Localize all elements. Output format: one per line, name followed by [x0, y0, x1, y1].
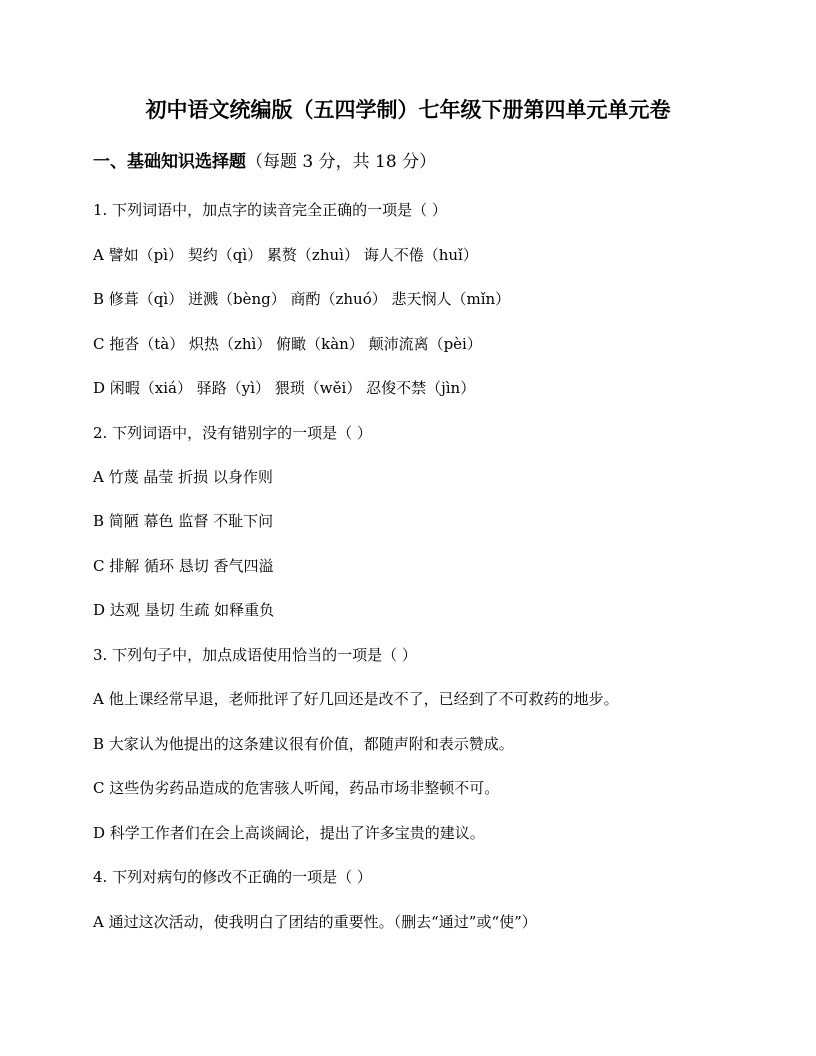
question-1-option-a: A 譬如（pì） 契约（qì） 累赘（zhuì） 诲人不倦（huǐ） [93, 246, 478, 264]
question-1: 1. 下列词语中，加点字的读音完全正确的一项是（ ） [93, 201, 447, 219]
section-heading-note: （每题 3 分，共 18 分） [246, 152, 437, 172]
document-title: 初中语文统编版（五四学制）七年级下册第四单元单元卷 [145, 97, 671, 122]
question-3-option-c: C 这些伪劣药品造成的危害骇人听闻，药品市场非整顿不可。 [93, 779, 500, 797]
question-3-option-b: B 大家认为他提出的这条建议很有价值，都随声附和表示赞成。 [93, 735, 514, 753]
question-2-option-a: A 竹蔑 晶莹 折损 以身作则 [93, 468, 273, 486]
question-1-option-d: D 闲暇（xiá） 驿路（yì） 猥琐（wěi） 忍俊不禁（jìn） [93, 379, 476, 397]
question-3-option-a: A 他上课经常早退，老师批评了好几回还是改不了，已经到了不可救药的地步。 [93, 690, 619, 708]
question-4: 4. 下列对病句的修改不正确的一项是（ ） [93, 868, 372, 886]
section-heading-text: 一、基础知识选择题 [93, 152, 246, 172]
question-2-option-d: D 达观 垦切 生疏 如释重负 [93, 601, 275, 619]
question-2-option-c: C 排解 循环 恳切 香气四溢 [93, 557, 274, 575]
question-4-option-a: A 通过这次活动，使我明白了团结的重要性。（删去“通过”或“使”） [93, 913, 537, 931]
question-2: 2. 下列词语中，没有错别字的一项是（ ） [93, 424, 372, 442]
section-heading [93, 150, 436, 174]
question-1-option-b: B 修葺（qì） 迸溅（bèng） 商酌（zhuó） 悲天悯人（mǐn） [93, 290, 511, 308]
question-3: 3. 下列句子中，加点成语使用恰当的一项是（ ） [93, 646, 417, 664]
question-2-option-b: B 简陋 幕色 监督 不耻下问 [93, 512, 274, 530]
question-1-option-c: C 拖沓（tà） 炽热（zhì） 俯瞰（kàn） 颠沛流离（pèi） [93, 335, 482, 353]
question-3-option-d: D 科学工作者们在会上高谈阔论，提出了许多宝贵的建议。 [93, 824, 485, 842]
